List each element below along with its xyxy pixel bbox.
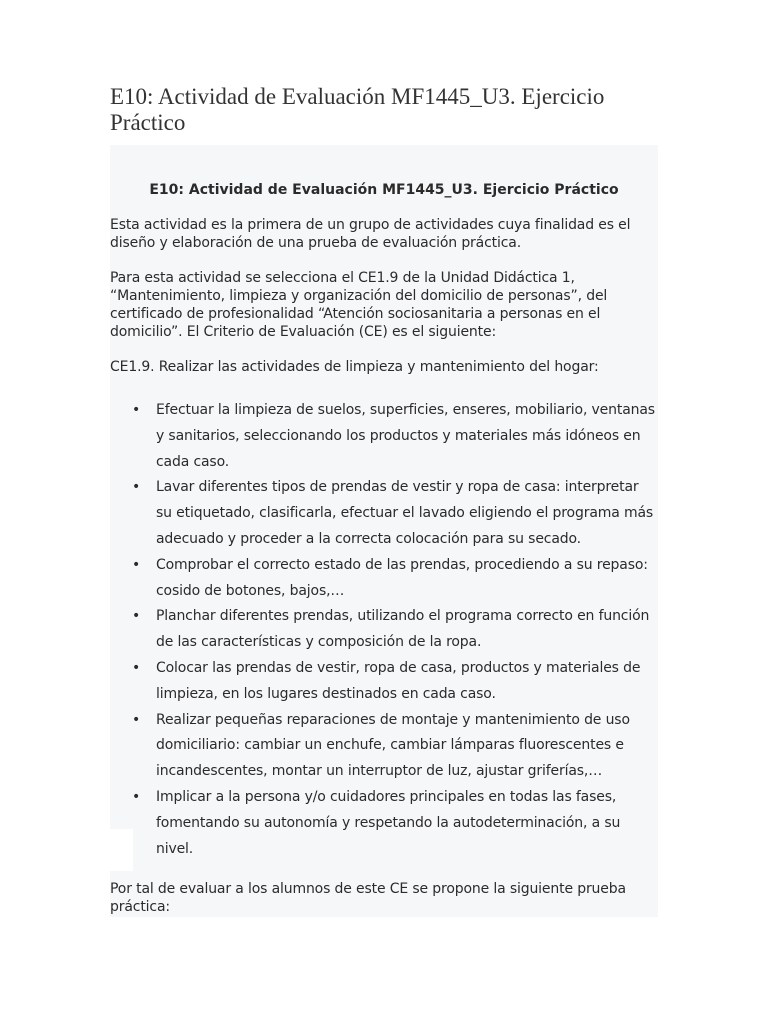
list-item-text: Colocar las prendas de vestir, ropa de casa, productos y materiales de limpieza, en los lugares destinados en cada caso. [156,659,641,702]
list-item-text: Realizar pequeñas reparaciones de montaje y mantenimiento de uso domiciliario: cambiar un enchufe, cambiar lámparas fluorescentes e incandescentes, montar un interruptor de luz, ajustar griferías,… [156,711,630,780]
criteria-list [110,398,658,862]
proposal-paragraph: Por tal de evaluar a los alumnos de este CE se propone la siguiente prueba práctica: [110,881,626,915]
list-item [110,785,658,862]
list-item [110,475,658,552]
criterion-paragraph: Para esta actividad se selecciona el CE1.9 de la Unidad Didáctica 1, “Mantenimiento, limpieza y organización del domicilio de personas”, del certificado de profesionalidad “Atención sociosanitaria a personas en el domicilio”. El Criterio de Evaluación (CE) es el siguiente: [110,270,608,340]
bullet-icon: • [132,556,141,573]
list-item [110,656,658,708]
list-item-text: Efectuar la limpieza de suelos, superficies, enseres, mobiliario, ventanas y sanitarios, seleccionando los productos y materiales más idóneos en cada caso. [156,402,655,470]
document-title: E10: Actividad de Evaluación MF1445_U3. Ejercicio Práctico [110,84,605,135]
bullet-icon: • [132,402,141,418]
intro-paragraph: Esta actividad es la primera de un grupo de actividades cuya finalidad es el diseño y elaboración de una prueba de evaluación práctica. [110,217,631,251]
list-item [110,398,658,475]
bullet-icon: • [132,479,141,496]
bullet-icon: • [132,711,141,728]
content-title: E10: Actividad de Evaluación MF1445_U3. Ejercicio Práctico [149,182,619,198]
list-item [110,708,658,785]
list-item-text: Planchar diferentes prendas, utilizando el programa correcto en función de las características y composición de la ropa. [156,608,650,651]
list-item [110,553,658,605]
bullet-icon: • [132,788,141,805]
list-item-text: Lavar diferentes tipos de prendas de vestir y ropa de casa: interpretar su etiquetado, clasificarla, efectuar el lavado eligiendo el programa más adecuado y proceder a la correcta colocación para su secado. [156,479,654,547]
bullet-icon: • [132,608,141,625]
list-item [110,604,658,656]
criterion-code-paragraph: CE1.9. Realizar las actividades de limpieza y mantenimiento del hogar: [110,359,599,375]
list-item-text: Implicar a la persona y/o cuidadores principales en todas las fases, fomentando su autonomía y respetando la autodeterminación, a su nivel. [156,788,621,857]
bullet-icon: • [132,659,141,676]
list-item-text: Comprobar el correcto estado de las prendas, procediendo a su repaso: cosido de botones, bajos,… [156,556,648,599]
